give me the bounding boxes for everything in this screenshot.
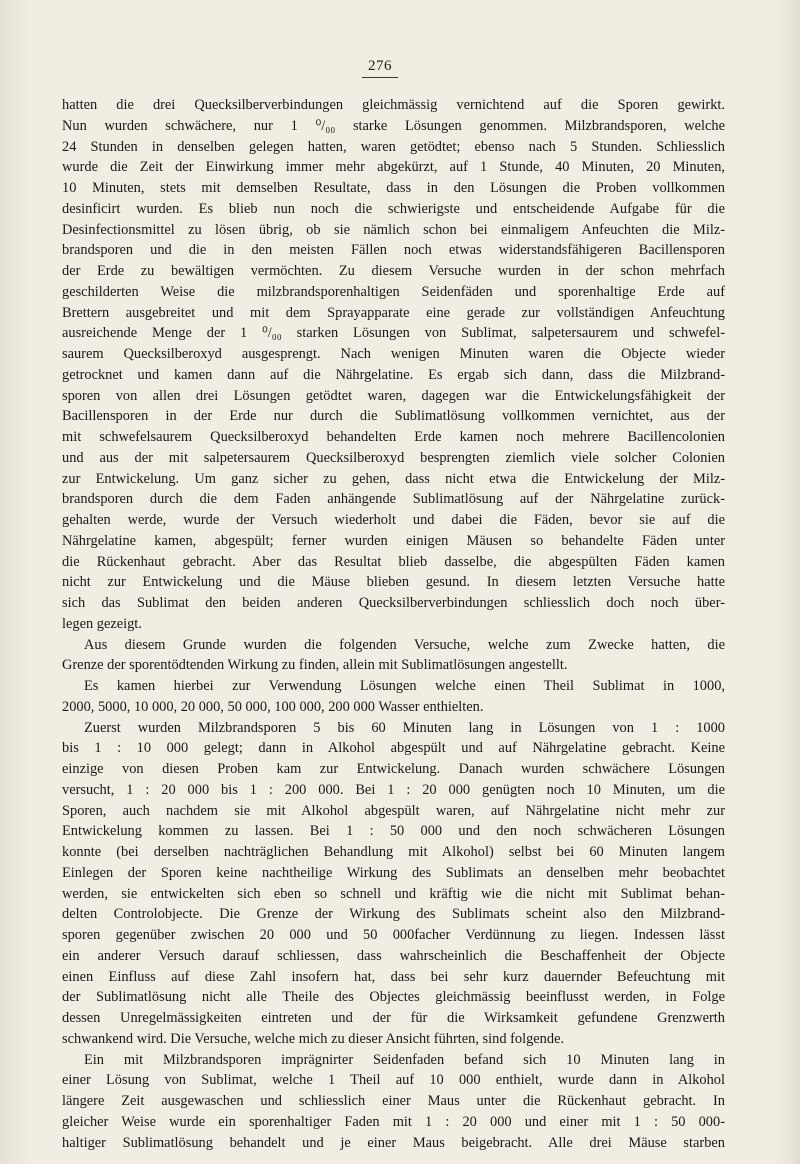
- text-line: Ein mit Milzbrandsporen imprägnirter Seidenfaden befand sich 10 Minuten lang in: [84, 1051, 725, 1068]
- text-line: 10 Minuten, stets mit demselben Resultate, dass in den Lösungen die Proben vollkommen: [62, 180, 725, 196]
- text-line: legen gezeigt.: [62, 615, 142, 632]
- text-line: wurde die Zeit der Einwirkung immer mehr abgekürzt, auf 1 Stunde, 40 Minuten, 20 Minuten,: [62, 159, 725, 176]
- text-line: einzige von diesen Proben kam zur Entwickelung. Danach wurden schwächere Lösungen: [62, 761, 725, 777]
- text-line: dessen Unregelmässigkeiten eintreten und der für die Wirksamkeit gefundene Grenzwerth: [62, 1010, 725, 1026]
- text-line: hatten die drei Quecksilberverbindungen gleichmässig vernichtend auf die Sporen gewirkt.: [62, 97, 725, 113]
- text-line: 24 Stunden in denselben gelegen hatten, waren getödtet; ebenso nach 5 Stunden. Schliesslich: [62, 138, 725, 155]
- text-line: Desinfectionsmittel zu lösen übrig, ob sie nämlich schon bei einmaligem Anfeuchten die Milz-: [62, 221, 725, 238]
- text-line: brandsporen und die in den meisten Fällen noch etwas widerstandsfähigeren Bacillensporen: [62, 242, 725, 259]
- text-line: versucht, 1 : 20 000 bis 1 : 200 000. Bei 1 : 20 000 genügten noch 10 Minuten, um die: [62, 781, 725, 798]
- text-line: Bacillensporen in der Erde nur durch die Sublimatlösung vollkommen vernichtet, aus der: [62, 408, 725, 425]
- text-line: und aus der mit salpetersaurem Quecksilberoxyd besprengten ziemlich viele solcher Colonien: [62, 449, 725, 466]
- text-line: desinficirt wurden. Es blieb nun noch die schwierigste und entscheidende Aufgabe für die: [62, 200, 725, 217]
- text-line: delten Controlobjecte. Die Grenze der Wirkung des Sublimats scheint also den Milzbrand-: [62, 906, 725, 923]
- text-line: zur Entwickelung. Um ganz sicher zu gehen, dass nicht etwa die Entwickelung der Milz-: [62, 470, 725, 487]
- text-line: Sporen, auch nachdem sie mit Alkohol abgespült waren, auf Nährgelatine nicht mehr zur: [62, 802, 725, 819]
- text-line: ein anderer Versuch darauf schliessen, dass wahrscheinlich die Beschaffenheit der Objecte: [62, 947, 725, 964]
- text-line: sporen von allen drei Lösungen getödtet waren, dagegen war die Entwickelungsfähigkeit der: [62, 387, 725, 404]
- text-line: bis 1 : 10 000 gelegt; dann in Alkohol abgespült und auf Nährgelatine gebracht. Keine: [62, 740, 725, 757]
- paragraph-2: [62, 635, 725, 677]
- paragraph-1: [62, 95, 725, 635]
- text-line: brandsporen durch die dem Faden anhängende Sublimatlösung auf der Nährgelatine zurück-: [62, 491, 725, 508]
- text-line: Entwickelung kommen zu lassen. Bei 1 : 50 000 und den noch schwächeren Lösungen: [62, 823, 725, 840]
- body-text: [62, 95, 725, 1153]
- paragraph-4: [62, 718, 725, 1050]
- text-line: gehalten werde, wurde der Versuch wiederholt und dabei die Fäden, bevor sie auf die: [62, 512, 725, 528]
- text-line: längere Zeit ausgewaschen und schliesslich einer Maus unter die Rückenhaut gebracht. In: [62, 1093, 725, 1109]
- paragraph-3: [62, 676, 725, 718]
- text-line: Es kamen hierbei zur Verwendung Lösungen welche einen Theil Sublimat in 1000,: [84, 678, 725, 694]
- text-line: Grenze der sporentödtenden Wirkung zu finden, allein mit Sublimatlösungen angestellt.: [62, 657, 568, 674]
- text-line: geschilderten Weise die milzbrandsporenhaltigen Seidenfäden und sporenhaltige Erde auf: [62, 283, 725, 300]
- text-line: konnte (bei derselben nachträglichen Behandlung mit Alkohol) selbst bei 60 Minuten langem: [62, 844, 725, 860]
- page-number: [0, 58, 760, 78]
- text-line: gleicher Weise wurde ein sporenhaltiger Faden mit 1 : 20 000 und einer mit 1 : 50 000-: [62, 1113, 725, 1130]
- text-line: Einlegen der Sporen keine nachtheilige Wirkung des Sublimats an denselben mehr beobachtet: [62, 864, 725, 881]
- text-line: Zuerst wurden Milzbrandsporen 5 bis 60 Minuten lang in Lösungen von 1 : 1000: [84, 719, 725, 736]
- text-line: ausreichende Menge der 1 ⁰/₀₀ starken Lösungen von Sublimat, salpetersaurem und schwefel-: [62, 325, 725, 342]
- text-line: der Sublimatlösung nicht alle Theile des Objectes gleichmässig beeinflusst werden, in Folge: [62, 989, 725, 1006]
- text-line: sich das Sublimat den beiden anderen Quecksilberverbindungen schliesslich doch noch über-: [62, 595, 725, 611]
- text-line: sporen gegenüber zwischen 20 000 und 50 000facher Verdünnung zu liegen. Indessen lässt: [62, 927, 725, 943]
- text-line: Brettern ausgebreitet und mit dem Sprayapparate eine gerade zur vollständigen Anfeuchtung: [62, 304, 725, 321]
- text-line: Nun wurden schwächere, nur 1 ⁰/₀₀ starke Lösungen genommen. Milzbrandsporen, welche: [62, 117, 725, 134]
- text-line: die Rückenhaut gebracht. Aber das Resultat blieb dasselbe, die abgespülten Fäden kamen: [62, 553, 725, 570]
- text-line: einen Einfluss auf diese Zahl insofern hat, dass bei sehr kurz dauernder Befeuchtung mit: [62, 968, 725, 985]
- text-line: 2000, 5000, 10 000, 20 000, 50 000, 100 000, 200 000 Wasser enthielten.: [62, 698, 484, 715]
- text-line: Nährgelatine kamen, abgespült; ferner wurden einigen Mäusen so behandelte Fäden unter: [62, 532, 725, 549]
- text-line: einer Lösung von Sublimat, welche 1 Theil auf 10 000 enthielt, wurde dann in Alkohol: [62, 1072, 725, 1089]
- page-number-text: 276: [362, 58, 398, 78]
- text-line: nicht zur Entwickelung und die Mäuse blieben gesund. In diesem letzten Versuche hatte: [62, 574, 725, 591]
- text-line: getrocknet und kamen dann auf die Nährgelatine. Es ergab sich dann, dass die Milzbrand-: [62, 366, 725, 383]
- text-line: mit schwefelsaurem Quecksilberoxyd behandelten Erde kamen noch mehrere Bacillencolonien: [62, 429, 725, 445]
- text-line: Aus diesem Grunde wurden die folgenden Versuche, welche zum Zwecke hatten, die: [84, 636, 725, 653]
- text-line: der Erde zu bewältigen vermöchten. Zu diesem Versuche wurden in der schon mehrfach: [62, 263, 725, 279]
- text-line: schwankend wird. Die Versuche, welche mich zu dieser Ansicht führten, sind folgende.: [62, 1030, 565, 1047]
- paragraph-5: [62, 1050, 725, 1154]
- text-line: haltiger Sublimatlösung behandelt und je einer Maus beigebracht. Alle drei Mäuse starben: [62, 1134, 725, 1151]
- text-line: werden, sie entwickelten sich eben so schnell und kräftig wie die nicht mit Sublimat behan-: [62, 885, 725, 902]
- text-line: saurem Quecksilberoxyd ausgesprengt. Nach wenigen Minuten waren die Objecte wieder: [62, 346, 725, 362]
